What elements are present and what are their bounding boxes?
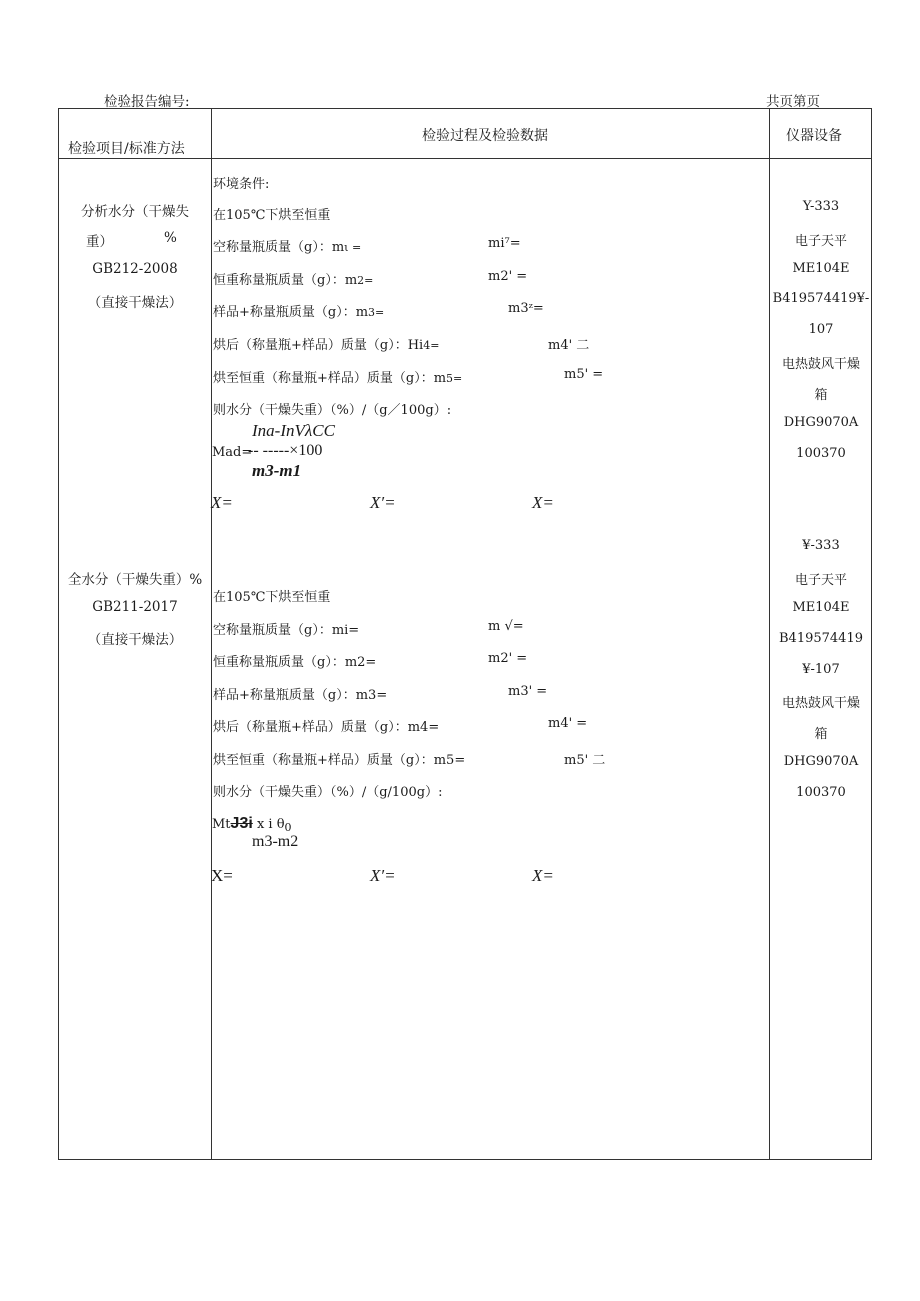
item1-row-dried-b: m4' 二 — [548, 338, 590, 353]
eq1-oven: 电热鼓风干燥 — [781, 357, 860, 372]
eq2-serial-suffix: ¥-107 — [802, 662, 840, 677]
item2-name: 全水分（干燥失重）% — [67, 572, 203, 588]
item2-formula: MtJ3i x i $\theta_0$ — [212, 815, 292, 834]
eq1-serial: B419574419¥- — [772, 291, 870, 306]
page-number-label: 共页第页 — [766, 94, 820, 110]
eq2-balance: 电子天平 — [794, 573, 847, 588]
item2-row-sample-bottle-b: m3' = — [508, 684, 548, 699]
item1-row-sample-bottle-b: m3ᶻ= — [508, 301, 544, 316]
item1-formula-numerator: Ina-InVλCC — [252, 421, 335, 440]
eq1-oven-model: DHG9070A — [783, 415, 859, 430]
item1-formula-bar: -- -----×100 — [248, 442, 323, 459]
item1-calc-label: 则水分（干燥失重）（%）/（g／100g）: — [213, 403, 452, 418]
eq2-oven-box: 箱 — [814, 727, 828, 742]
eq2-oven-serial: 100370 — [796, 785, 846, 800]
item2-row-constant-dried: 烘至恒重（称量瓶+样品）质量（g）：m5= — [213, 753, 466, 768]
item2-standard: GB211-2017 — [92, 599, 178, 615]
eq1-balance: 电子天平 — [794, 234, 847, 249]
eq2-oven-model: DHG9070A — [783, 754, 859, 769]
item1-row-constant-bottle-b: m2' = — [488, 269, 528, 284]
item1-formula-lhs: Mad= — [212, 445, 253, 460]
item2-row-dried-b: m4' = — [548, 716, 588, 731]
item2-row-sample-bottle: 样品+称量瓶质量（g）：m3= — [213, 688, 388, 703]
item2-row-dried: 烘后（称量瓶+样品）质量（g）：m4= — [213, 720, 440, 735]
eq1-oven-box: 箱 — [814, 388, 828, 403]
item1-temperature: 在105℃下烘至恒重 — [213, 208, 331, 223]
item1-name-line2: 重） — [86, 234, 113, 250]
eq1-balance-model: ME104E — [792, 261, 850, 276]
eq2-balance-model: ME104E — [792, 600, 850, 615]
item2-result-x1: X= — [211, 866, 233, 885]
report-number-label: 检验报告编号: — [104, 94, 190, 110]
eq2-model: ¥-333 — [802, 538, 840, 553]
item1-method: （直接干燥法） — [87, 295, 183, 311]
col-header-equipment: 仪器设备 — [786, 128, 842, 144]
item2-row-constant-bottle-b: m2' = — [488, 651, 528, 666]
item1-row-constant-bottle: 恒重称量瓶质量（g）：m2= — [213, 273, 374, 288]
eq2-serial: B419574419 — [779, 631, 863, 646]
eq1-model: Y-333 — [802, 199, 840, 214]
eq2-oven: 电热鼓风干燥 — [781, 696, 860, 711]
item1-row-empty-bottle: 空称量瓶质量（g）：mι = — [213, 240, 362, 255]
item1-row-empty-bottle-b: mi⁷= — [488, 236, 521, 251]
item1-result-x1: X= — [211, 493, 233, 512]
item1-standard: GB212-2008 — [92, 261, 178, 277]
item1-result-x2: X′= — [370, 493, 396, 512]
item2-result-x3: X= — [532, 866, 554, 885]
item1-row-constant-dried: 烘至恒重（称量瓶+样品）质量（g）：m5= — [213, 371, 463, 386]
item1-row-sample-bottle: 样品+称量瓶质量（g）：m3= — [213, 305, 385, 320]
header-row-divider — [59, 158, 871, 159]
item2-result-x2: X′= — [370, 866, 396, 885]
item2-temperature: 在105℃下烘至恒重 — [213, 590, 331, 605]
item1-row-constant-dried-b: m5' = — [564, 367, 604, 382]
item2-row-constant-dried-b: m5' 二 — [564, 753, 606, 768]
item2-row-constant-bottle: 恒重称量瓶质量（g）：m2= — [213, 655, 377, 670]
item1-row-dried: 烘后（称量瓶+样品）质量（g）：Hi4= — [213, 338, 440, 353]
item2-row-empty-bottle: 空称量瓶质量（g）：mi= — [213, 623, 360, 638]
eq1-oven-serial: 100370 — [796, 446, 846, 461]
eq1-serial-suffix: 107 — [808, 322, 834, 337]
column-divider-1 — [211, 109, 212, 1159]
item1-result-x3: X= — [532, 493, 554, 512]
item2-formula-denominator: m3-m2 — [252, 833, 299, 850]
item1-environment: 环境条件: — [213, 177, 270, 192]
item1-name-line1: 分析水分（干燥失 — [81, 204, 189, 220]
item2-method: （直接干燥法） — [87, 632, 183, 648]
item1-formula-denominator: m3-m1 — [252, 461, 302, 480]
col-header-process: 检验过程及检验数据 — [422, 128, 548, 144]
col-header-item: 检验项目/标准方法 — [68, 141, 185, 157]
item1-percent: % — [164, 230, 177, 246]
item2-row-empty-bottle-b: m √= — [488, 619, 524, 634]
item2-calc-label: 则水分（干燥失重）（%）/（g/100g）: — [213, 785, 443, 800]
